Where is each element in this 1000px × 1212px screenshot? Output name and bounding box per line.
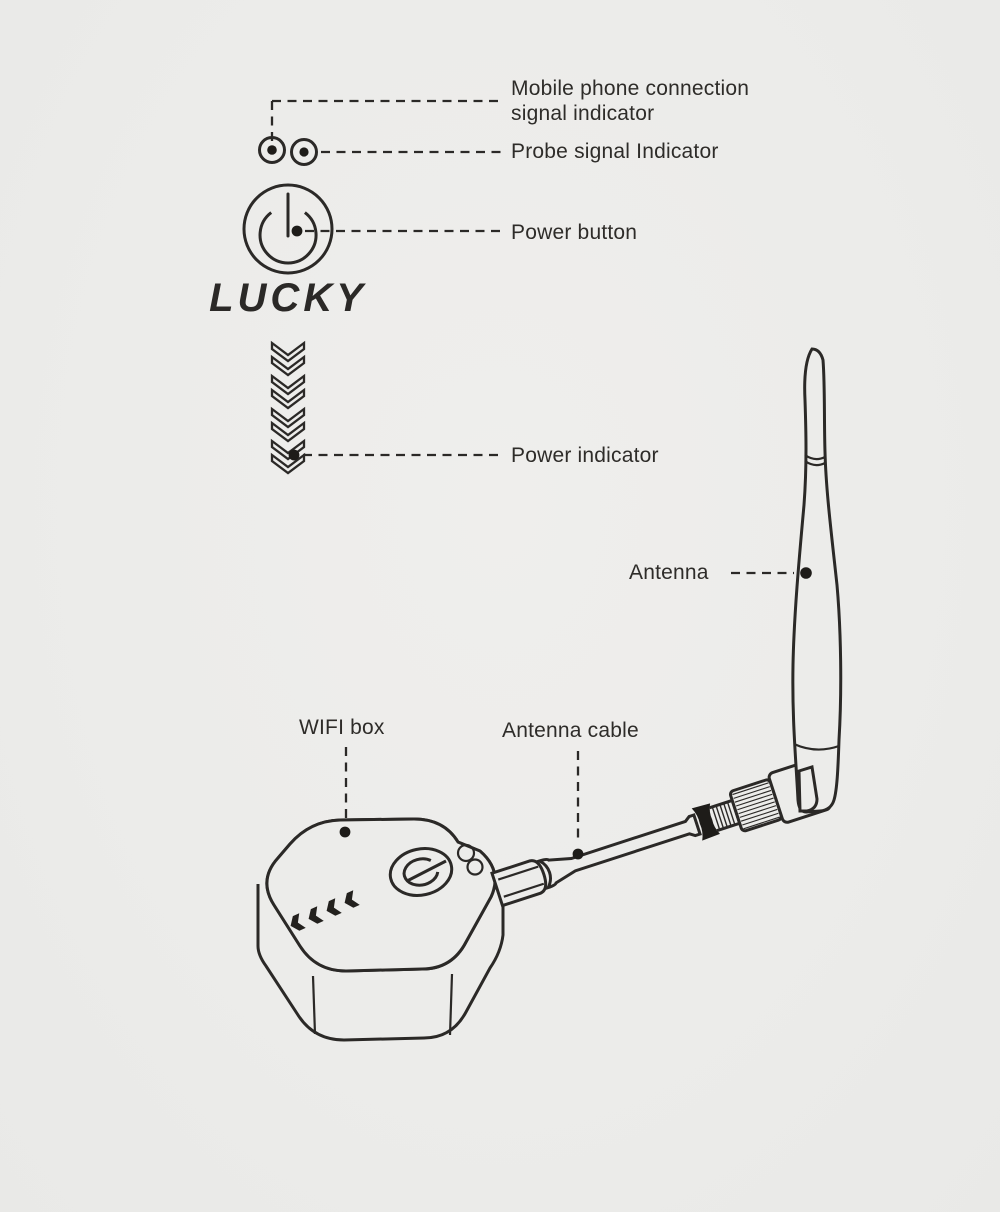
box-wall-edge-left — [313, 976, 315, 1034]
leader-dot-mobile — [267, 145, 277, 155]
label-power-button: Power button — [511, 221, 638, 244]
cable — [540, 811, 702, 887]
label-power-indicator: Power indicator — [511, 444, 659, 467]
label-antenna: Antenna — [629, 561, 709, 584]
antenna-cable-assembly — [489, 759, 831, 914]
label-mobile-signal-indicator: Mobile phone connection signal indicator — [511, 77, 750, 125]
label-antenna-cable: Antenna cable — [502, 719, 639, 742]
probe-signal-led — [292, 140, 317, 165]
leader-dot-antenna — [800, 567, 812, 579]
double-chevron-down-icon-group — [272, 343, 304, 473]
label-probe-signal-indicator: Probe signal Indicator — [511, 140, 719, 163]
antenna-drawing — [793, 349, 841, 812]
leader-dot-antenna-cable — [573, 849, 584, 860]
leader-lines — [267, 101, 812, 859]
leader-dot-power-indicator — [289, 450, 300, 461]
brand-logo-text: LUCKY — [209, 276, 367, 320]
sma-jack-stub — [492, 858, 549, 905]
wifi-box-3d — [258, 819, 503, 1040]
leader-dot-power-button — [292, 226, 303, 237]
antenna-hinge — [799, 767, 817, 811]
box-top-face — [267, 819, 495, 971]
box-wall-edge-right — [450, 974, 452, 1035]
leader-dot-wifi-box — [340, 827, 351, 838]
power-icon — [244, 185, 332, 273]
antenna-body — [793, 349, 841, 812]
label-wifi-box: WIFI box — [299, 716, 385, 739]
